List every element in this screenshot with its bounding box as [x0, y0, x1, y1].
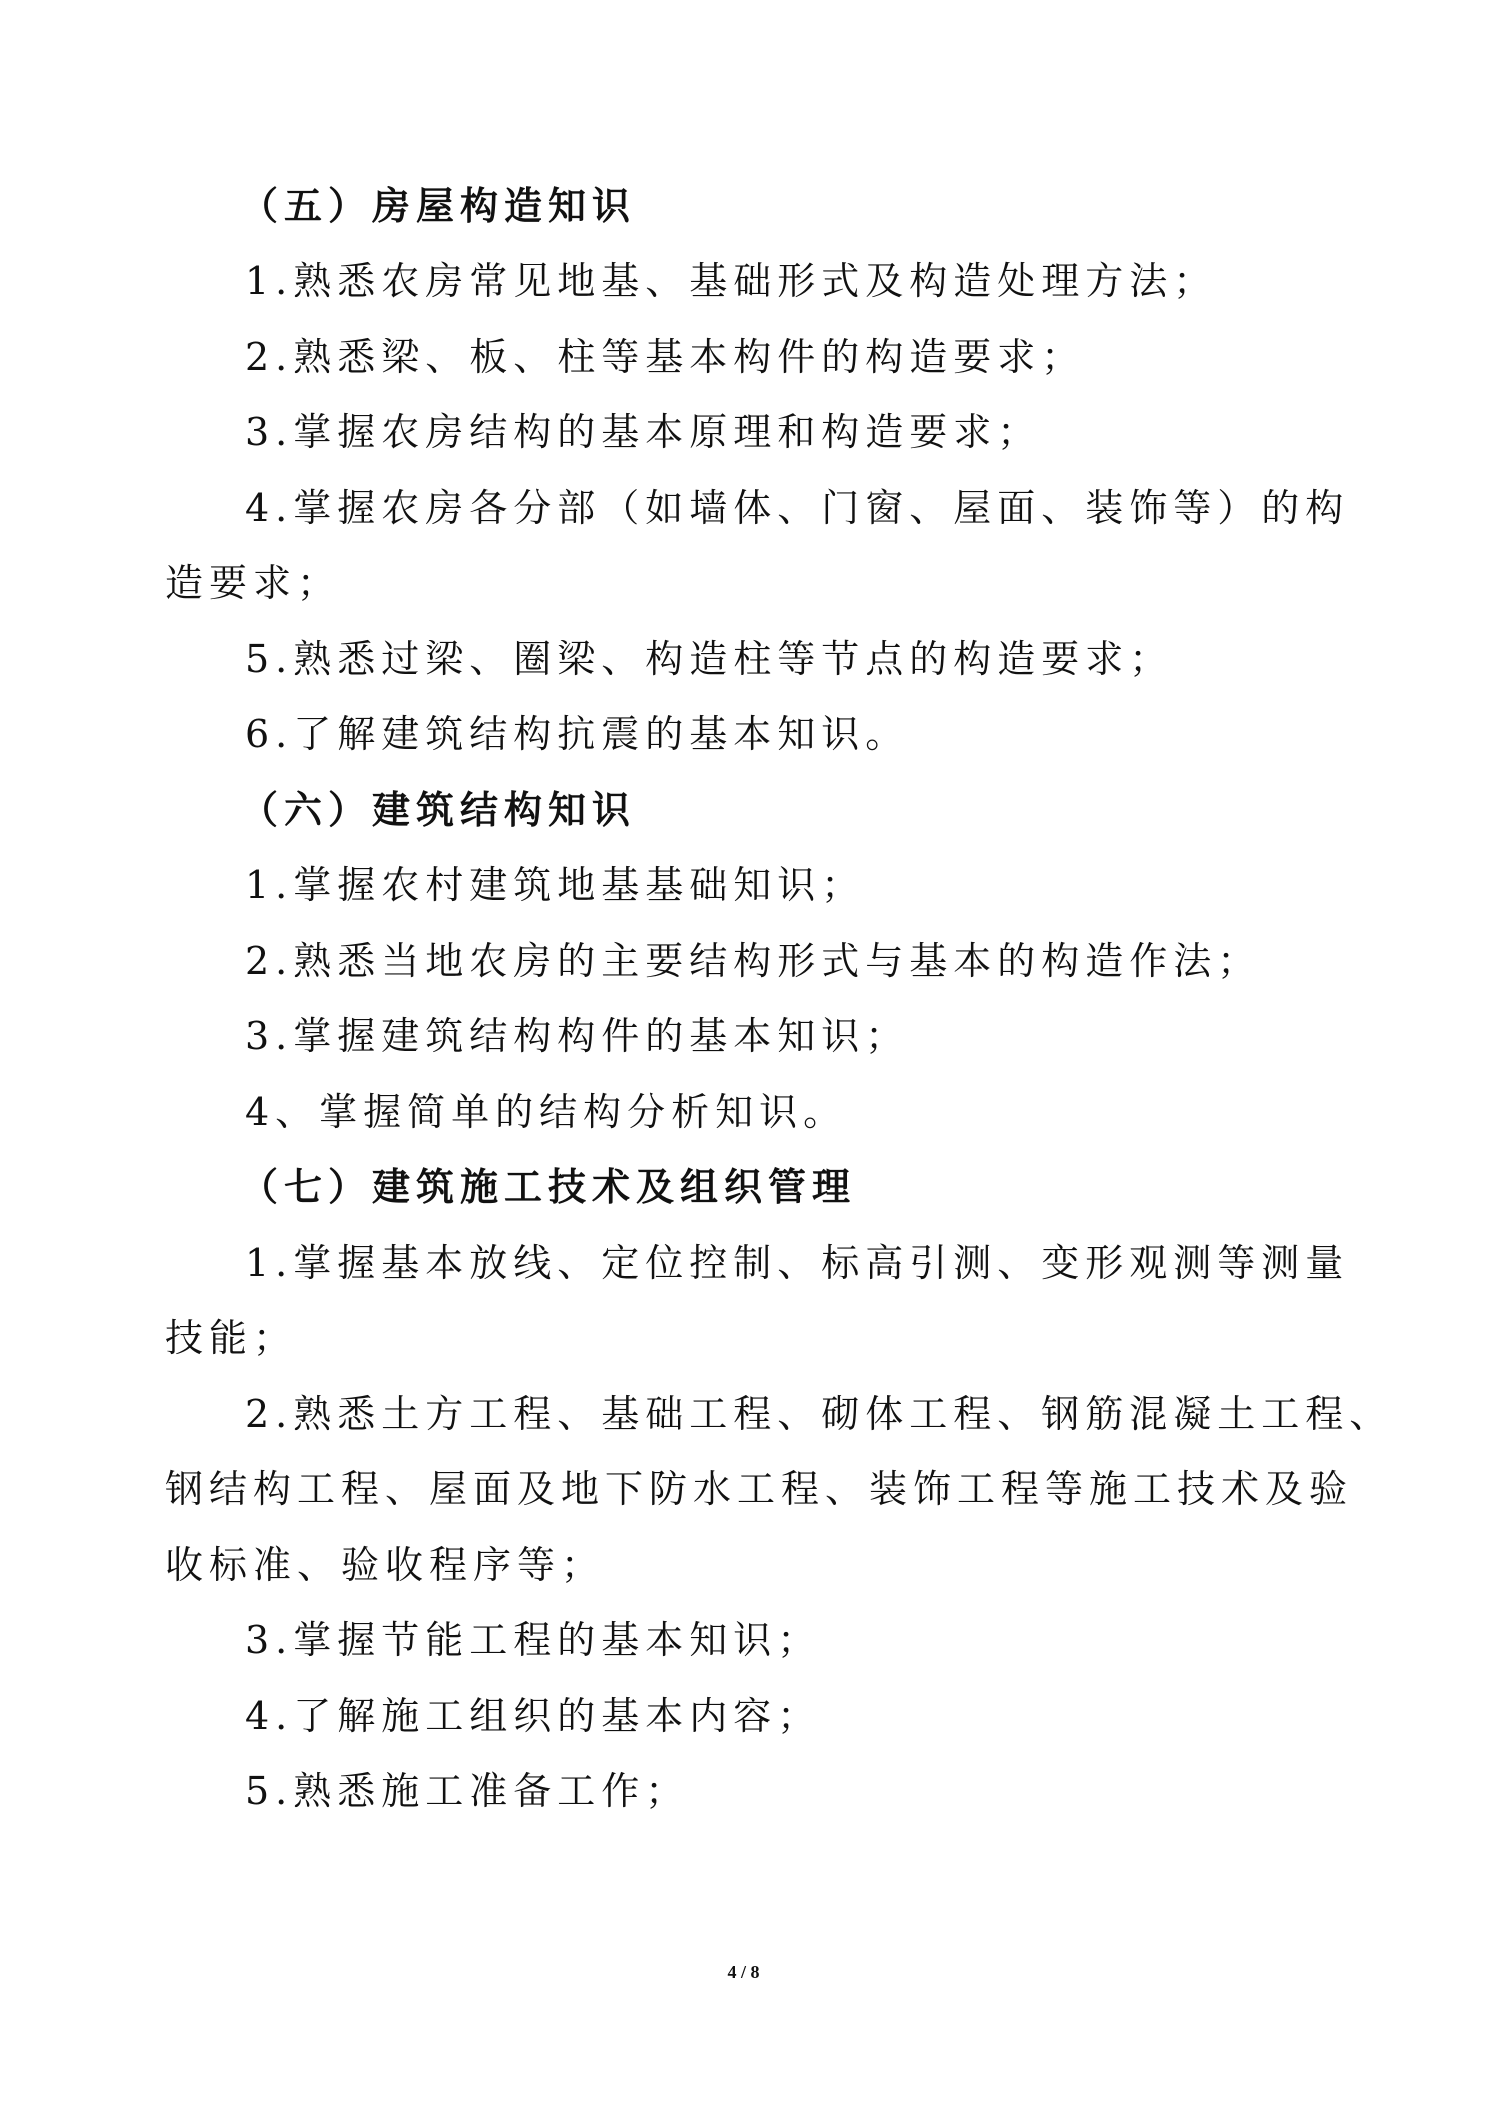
section-7-item-4: 4.了解施工组织的基本内容；: [245, 1694, 822, 1738]
section-7-item-3: 3.掌握节能工程的基本知识；: [245, 1618, 822, 1662]
section-6-item-4: 4、掌握简单的结构分析知识。: [245, 1090, 848, 1134]
section-heading-5: （五）房屋构造知识: [240, 184, 637, 228]
section-heading-6: （六）建筑结构知识: [240, 788, 637, 832]
section-7-item-2: 2.熟悉土方工程、基础工程、砌体工程、钢筋混凝土工程、: [245, 1392, 1394, 1436]
section-5-item-4-continued: 造要求；: [165, 561, 342, 605]
section-6-item-2: 2.熟悉当地农房的主要结构形式与基本的构造作法；: [245, 939, 1262, 983]
page-number: 4 / 8: [727, 1962, 760, 1982]
section-7-item-5: 5.熟悉施工准备工作；: [245, 1769, 690, 1813]
section-6-item-3: 3.掌握建筑结构构件的基本知识；: [245, 1014, 910, 1058]
section-5-item-4: 4.掌握农房各分部（如墙体、门窗、屋面、装饰等）的构: [245, 486, 1350, 530]
section-5-item-1: 1.熟悉农房常见地基、基础形式及构造处理方法；: [245, 259, 1218, 303]
section-7-item-1: 1.掌握基本放线、定位控制、标高引测、变形观测等测量: [245, 1241, 1350, 1285]
section-5-item-2: 2.熟悉梁、板、柱等基本构件的构造要求；: [245, 335, 1086, 379]
section-7-item-1-continued: 技能；: [165, 1316, 298, 1360]
section-6-item-1: 1.掌握农村建筑地基基础知识；: [245, 863, 866, 907]
section-5-item-5: 5.熟悉过梁、圈梁、构造柱等节点的构造要求；: [245, 637, 1174, 681]
section-5-item-3: 3.掌握农房结构的基本原理和构造要求；: [245, 410, 1042, 454]
section-7-item-2-continued-2: 收标准、验收程序等；: [165, 1543, 606, 1587]
section-7-item-2-continued-1: 钢结构工程、屋面及地下防水工程、装饰工程等施工技术及验: [165, 1467, 1354, 1511]
section-5-item-6: 6.了解建筑结构抗震的基本知识。: [245, 712, 910, 756]
section-heading-7: （七）建筑施工技术及组织管理: [240, 1165, 857, 1209]
